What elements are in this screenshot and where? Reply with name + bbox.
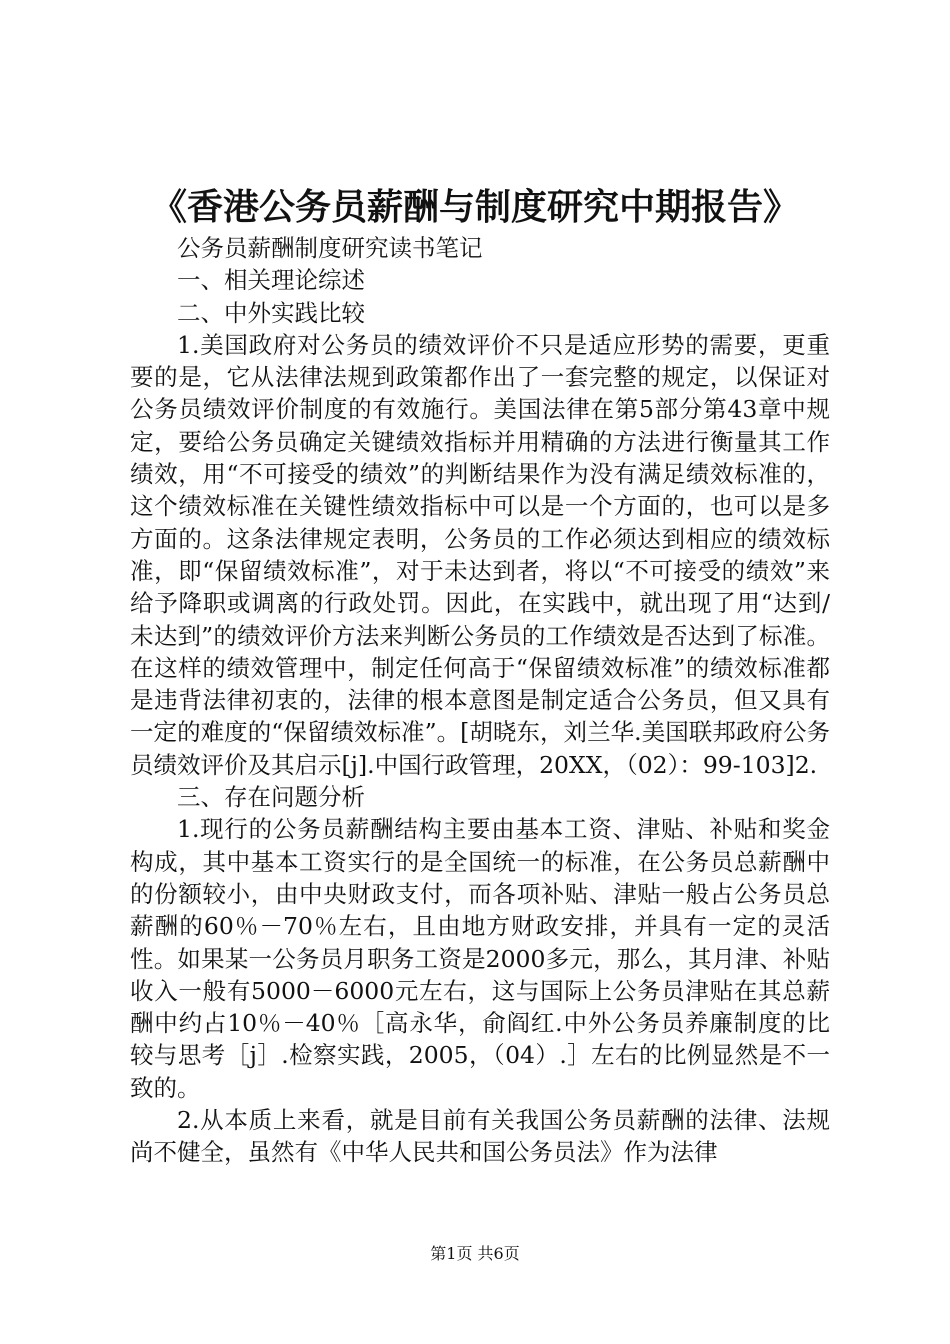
paragraph-salary-structure: 1.现行的公务员薪酬结构主要由基本工资、津贴、补贴和奖金构成，其中基本工资实行的是全国统一的标准，在公务员总薪酬中的份额较小，由中央财政支付，而各项补贴、津贴一般占公务员总薪酬的60％－70％左右，且由地方财政安排，并具有一定的灵活性。如果某一公务员月职务工资是2000多元，那么，其月津、补贴收入一般有5000－6000元左右，这与国际上公务员津贴在其总薪酬中约占10％－40％［高永华，俞阎红.中外公务员养廉制度的比较与思考［j］.检察实践，2005，（04）.］左右的比例显然是不一致的。: [130, 815, 830, 1102]
paragraph-us-evaluation: 1.美国政府对公务员的绩效评价不只是适应形势的需要，更重要的是，它从法律法规到政策都作出了一套完整的规定，以保证对公务员绩效评价制度的有效施行。美国法律在第5部分第43章中规定，要给公务员确定关键绩效指标并用精确的方法进行衡量其工作绩效，用“不可接受的绩效”的判断结果作为没有满足绩效标准的，这个绩效标准在关键性绩效指标中可以是一个方面的，也可以是多方面的。这条法律规定表明，公务员的工作必须达到相应的绩效标准，即“保留绩效标准”，对于未达到者，将以“不可接受的绩效”来给予降职或调离的行政处罚。因此，在实践中，就出现了用“达到/未达到”的绩效评价方法来判断公务员的工作绩效是否达到了标准。在这样的绩效管理中，制定任何高于“保留绩效标准”的绩效标准都是违背法律初衷的，法律的根本意图是制定适合公务员，但又具有一定的难度的“保留绩效标准”。[胡晓东，刘兰华.美国联邦政府公务员绩效评价及其启示[j].中国行政管理，20XX，（02）：99-103]2.: [130, 330, 830, 779]
paragraph-heading-3: 三、存在问题分析: [177, 783, 365, 812]
paragraph-subtitle: 公务员薪酬制度研究读书笔记: [177, 234, 483, 262]
paragraph-legal-basis: 2.从本质上来看，就是目前有关我国公务员薪酬的法律、法规尚不健全，虽然有《中华人民共和国公务员法》作为法律: [130, 1106, 830, 1167]
paragraph-heading-2: 二、中外实践比较: [177, 298, 365, 327]
document-body: [130, 232, 830, 1169]
page-footer: 第1页 共6页: [430, 1244, 520, 1263]
document-title: 《香港公务员薪酬与制度研究中期报告》: [150, 186, 799, 228]
paragraph-heading-1: 一、相关理论综述: [177, 266, 365, 295]
